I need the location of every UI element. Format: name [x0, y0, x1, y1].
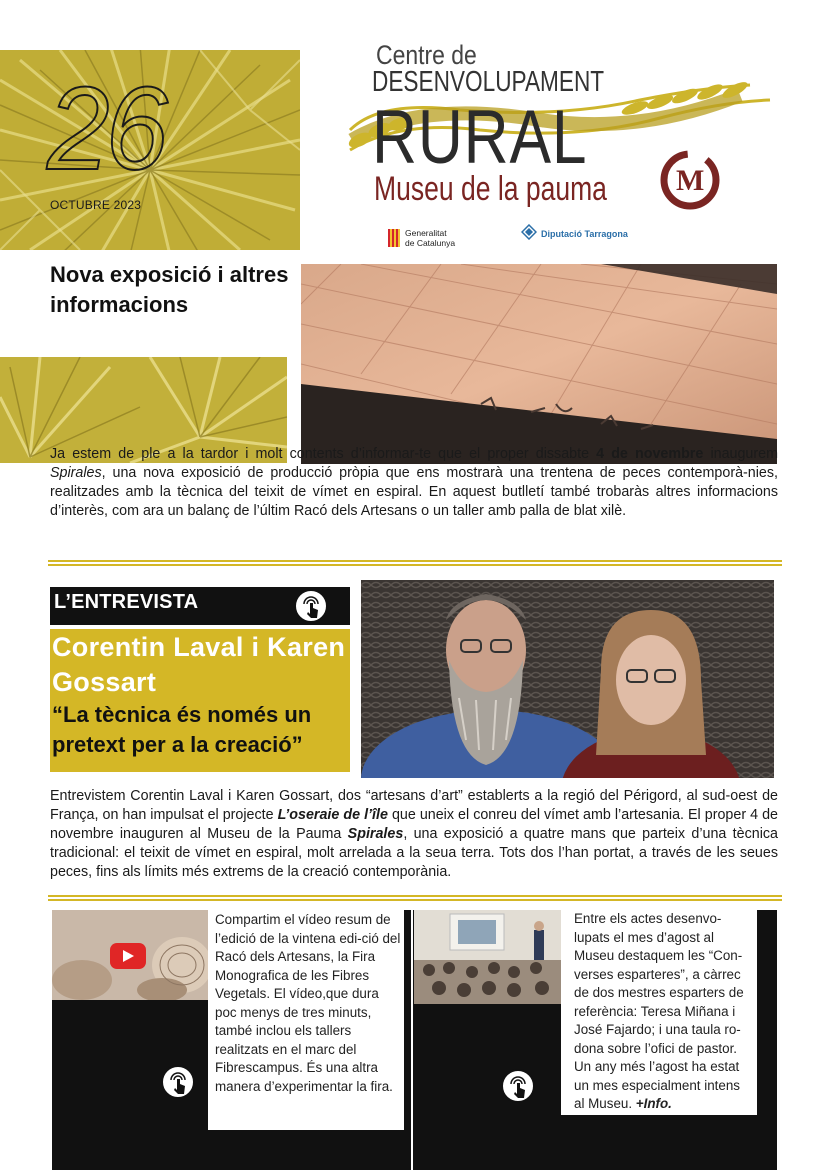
event-photo: [414, 910, 561, 1004]
senyera-icon: [388, 229, 400, 247]
logo-text-rural: RURAL: [372, 95, 588, 180]
diputacio-icon: [521, 224, 537, 240]
logo-text-centre: Centre de: [376, 40, 477, 70]
more-info-link[interactable]: +Info.: [635, 1096, 672, 1111]
exhibition-name: Spirales: [347, 826, 404, 842]
page-headline: Nova exposició i altres informacions: [50, 262, 289, 317]
intro-paragraph: Ja estem de ple a la tardor i molt contents d’informar-te que el proper dissabte 4 de novembre inaugurem Spirales, una nova exposició de producció pròpia que ens mostrarà una trentena de peces contemporà-nies, realitzades amb la tècnica del teixit de vímet en espiral. En aquest butlletí també trobaràs altres informacions d’interès, com ara un balanç de l’últim Racó dels Artesans o un taller amb palla de blat xilè.: [50, 446, 778, 519]
touch-link-icon-event[interactable]: [500, 1068, 536, 1104]
logo-text-museu: Museu de la pauma: [374, 170, 607, 208]
interview-quote: “La tècnica és només un pretext per a la creació”: [52, 702, 312, 757]
event-description: Entre els actes desenvo-lupats el mes d’agost al Museu destaquem les “Con-verses esparteres”, a càrrec de dos mestres esparters de referència: Teresa Miñana i José Fajardo; i una taula ro-dona sobre l’ofici de pastor. Un any més l’agost ha estat un mes especialment intens al Museu. +Info.: [574, 911, 744, 1111]
divider: [48, 560, 782, 566]
section-label-interview: L’ENTREVISTA: [54, 591, 199, 613]
interview-summary: Entrevistem Corentin Laval i Karen Gossart, dos “artesans d’art” establerts a la regió del Périgord, al sud-oest de França, on han impulsat el projecte L’oseraie de l’île que uneix el conreu del vímet amb l’artesania. El proper 4 de novembre inauguren al Museu de la Pauma Spirales, una exposició a quatre mans que parteix d’una tècnica tradicional: el teixit de vímet en espiral, molt arrelada a la seua terra. Tots dos l’han portat, a través de les seues peces, fins als límits més extrems de la creació contemporània.: [50, 788, 778, 880]
issue-date: OCTUBRE 2023: [50, 198, 142, 212]
logo-text-desenvolupament: DESENVOLUPAMENT: [372, 66, 605, 98]
diputacio-name: Diputació Tarragona: [541, 229, 628, 239]
svg-text:M: M: [676, 164, 705, 197]
touch-link-icon-video[interactable]: [160, 1064, 196, 1100]
video-description: Compartim el vídeo resum de l’edició de la vintena edi-ció del Racó dels Artesans, la Fira Monografica de les Fibres Vegetals. El vídeo,que dura poc menys de tres minuts, també inclou els tallers realitzats en el marc del Fibrescampus. És una altra manera d’experimentar la fira.: [215, 912, 401, 1094]
interviewee-names: Corentin Laval i Karen Gossart: [52, 632, 346, 697]
exhibition-title: Spirales: [50, 465, 102, 481]
gencat-line1: Generalitat: [405, 228, 447, 238]
issue-number: 26: [47, 63, 165, 195]
project-name: L’oseraie de l’île: [277, 807, 388, 823]
divider: [48, 895, 782, 901]
touch-link-icon[interactable]: [293, 588, 329, 624]
museum-facade-photo: [301, 264, 777, 464]
inauguration-date: 4 de novembre: [596, 446, 704, 462]
video-thumbnail[interactable]: [52, 910, 208, 1000]
gencat-line2: de Catalunya: [405, 238, 456, 248]
interviewees-photo: [361, 580, 774, 778]
